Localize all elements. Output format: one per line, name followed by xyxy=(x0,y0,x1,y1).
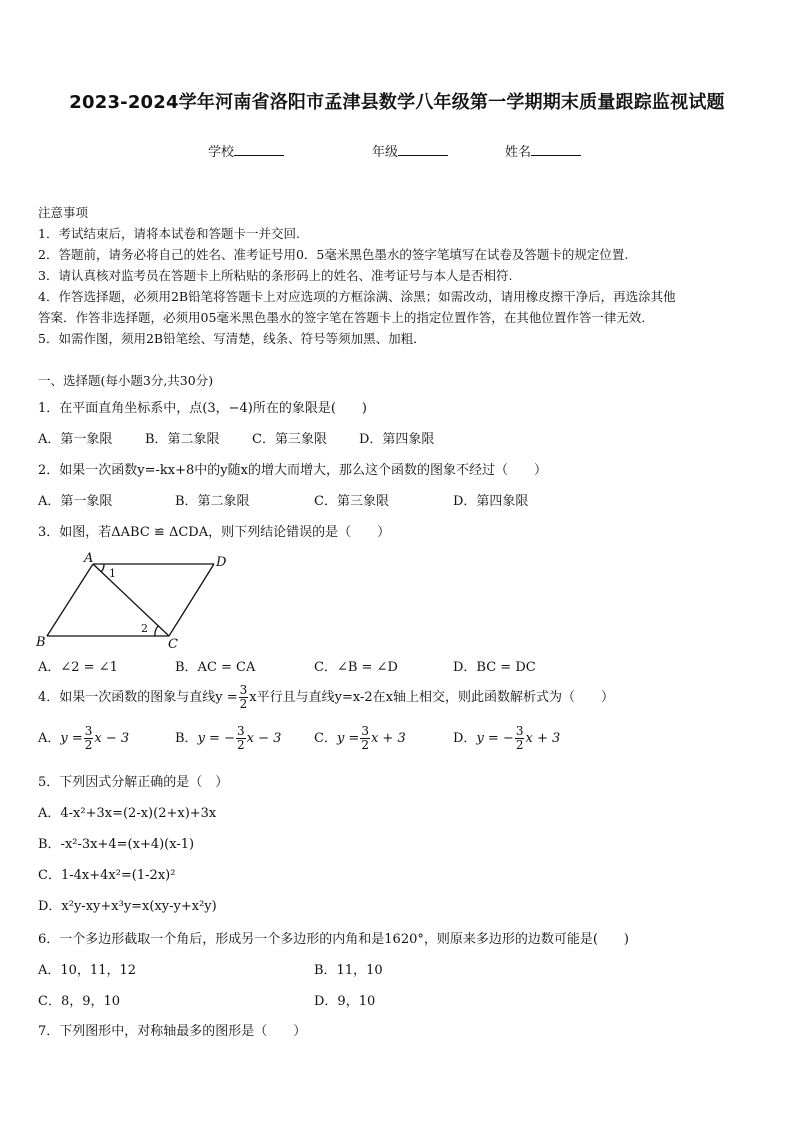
q3-option-c: C．∠B = ∠D xyxy=(314,660,398,675)
angle-1-label: 1 xyxy=(109,567,116,580)
grade-field xyxy=(372,141,448,160)
notice-item: 答案．作答非选择题，必须用05毫米黑色墨水的签字笔在答题卡上的指定位置作答，在其他位置作答一律无效． xyxy=(38,310,654,325)
angle-2-arc xyxy=(155,626,158,636)
q2-option-c: C．第三象限 xyxy=(314,494,389,509)
q1-option-a: A．第一象限 xyxy=(38,432,113,447)
fraction: $\frac{3}{2}$ xyxy=(239,683,248,711)
name-label: 姓名 xyxy=(505,145,532,160)
page-title: 2023-2024学年河南省洛阳市孟津县数学八年级第一学期期末质量跟踪监视试题 xyxy=(69,92,725,113)
q1-option-d: D．第四象限 xyxy=(359,432,435,447)
school-field xyxy=(208,141,284,160)
q4-option-d: D．y = − $\frac{3}{2}$ x + 3 xyxy=(453,724,561,752)
q4-option-c: C．y = $\frac{3}{2}$ x + 3 xyxy=(314,724,406,752)
q5-option-b: B．-x²-3x+4=(x+4)(x-1) xyxy=(38,837,195,852)
notice-item: 4．作答选择题，必须用2B铅笔将答题卡上对应选项的方框涂满、涂黑；如需改动，请用橡皮擦干净后，再选涂其他 xyxy=(38,289,676,304)
fraction: $\frac{3}{2}$ xyxy=(84,724,93,752)
q6-option-b: B．11，10 xyxy=(314,963,383,978)
question-6-stem: 6．一个多边形截取一个角后，形成另一个多边形的内角和是1620°，则原来多边形的边数可能是( ) xyxy=(38,932,629,947)
q2-option-b: B．第二象限 xyxy=(175,494,250,509)
grade-blank xyxy=(398,143,448,156)
q4-option-b: B．y = − $\frac{3}{2}$ x − 3 xyxy=(175,724,282,752)
fraction: $\frac{3}{2}$ xyxy=(515,724,524,752)
school-blank xyxy=(234,143,284,156)
section-heading: 一、选择题(每小题3分,共30分) xyxy=(38,373,214,388)
notice-item: 5．如需作图，须用2B铅笔绘、写清楚，线条、符号等须加黑、加粗． xyxy=(38,331,426,346)
school-label: 学校 xyxy=(208,145,235,160)
q2-option-d: D．第四象限 xyxy=(453,494,529,509)
fraction: $\frac{3}{2}$ xyxy=(236,724,245,752)
q3-option-d: D．BC = DC xyxy=(453,660,536,675)
q3-option-a: A．∠2 = ∠1 xyxy=(38,660,118,675)
question-4-stem: 4．如果一次函数的图象与直线y = $\frac{3}{2}$ x平行且与直线y=x-2在x轴上相交，则此函数解析式为（ ） xyxy=(38,683,614,711)
grade-label: 年级 xyxy=(372,145,399,160)
q1-option-b: B．第二象限 xyxy=(145,432,220,447)
q5-option-d: D．x²y-xy+x³y=x(xy-y+x²y) xyxy=(38,899,217,914)
notice-item: 1．考试结束后，请将本试卷和答题卡一并交回. xyxy=(38,226,300,241)
fraction: $\frac{3}{2}$ xyxy=(361,724,369,752)
q6-option-d: D．9，10 xyxy=(314,994,376,1009)
label-c: C xyxy=(168,637,178,652)
q1-option-c: C．第三象限 xyxy=(252,432,327,447)
question-3-stem: 3．如图，若ΔABC ≌ ΔCDA，则下列结论错误的是（ ） xyxy=(38,525,391,540)
q3-option-b: B．AC = CA xyxy=(175,660,256,675)
angle-1-arc xyxy=(101,564,104,572)
question-5-stem: 5．下列因式分解正确的是（ ） xyxy=(38,775,229,790)
name-field xyxy=(505,141,581,160)
q2-option-a: A．第一象限 xyxy=(38,494,113,509)
q5-option-c: C．1-4x+4x²=(1-2x)² xyxy=(38,868,176,883)
angle-2-label: 2 xyxy=(141,622,148,635)
q4-option-a: A．y = $\frac{3}{2}$ x − 3 xyxy=(38,724,130,752)
parallelogram-figure xyxy=(34,550,234,652)
question-2-stem: 2．如果一次函数y=-kx+8中的y随x的增大而增大，那么这个函数的图象不经过（ ） xyxy=(38,463,547,478)
notice-item: 3．请认真核对监考员在答题卡上所粘贴的条形码上的姓名、准考证号与本人是否相符. xyxy=(38,268,513,283)
label-d: D xyxy=(216,555,227,570)
question-1-stem: 1．在平面直角坐标系中，点(3，−4)所在的象限是( ) xyxy=(38,401,367,416)
name-blank xyxy=(531,143,581,156)
notice-heading: 注意事项 xyxy=(38,205,89,220)
q6-option-c: C．8，9，10 xyxy=(38,994,121,1009)
q6-option-a: A．10，11，12 xyxy=(38,963,137,978)
side-dc xyxy=(169,564,214,636)
side-ab xyxy=(47,564,93,636)
label-b: B xyxy=(36,635,46,650)
notice-item: 2．答题前，请务必将自己的姓名、准考证号用0．5毫米黑色墨水的签字笔填写在试卷及答题卡的规定位置. xyxy=(38,247,629,262)
question-7-stem: 7．下列图形中，对称轴最多的图形是（ ） xyxy=(38,1024,307,1039)
q5-option-a: A．4-x²+3x=(2-x)(2+x)+3x xyxy=(38,806,217,821)
label-a: A xyxy=(84,551,94,566)
diagonal-ac xyxy=(93,564,169,636)
